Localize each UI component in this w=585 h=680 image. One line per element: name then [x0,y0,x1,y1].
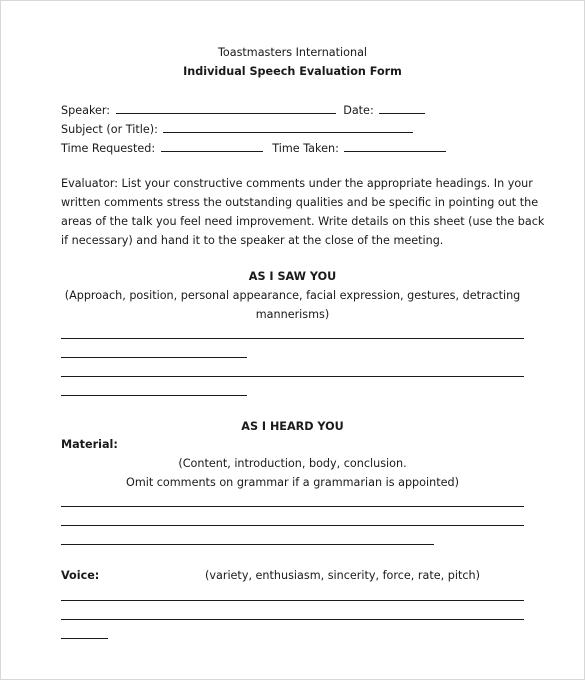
instructions-line-2: written comments stress the outstanding qualities and be specific in pointing out the [61,196,539,209]
date-label: Date: [343,104,374,117]
voice-label: Voice: [61,569,100,582]
time-fields [61,140,446,156]
subject-field [61,121,413,137]
saw-hint-line-2: mannerisms) [255,308,330,321]
saw-answer-line[interactable] [61,357,247,358]
time-requested-label: Time Requested: [61,142,156,155]
subject-blank[interactable] [163,121,413,133]
saw-hint-line-1: (Approach, position, personal appearance, facial expression, gestures, detracting [64,289,521,302]
saw-heading: AS I SAW YOU [248,270,337,283]
voice-hint: (variety, enthusiasm, sincerity, force, rate, pitch) [205,569,480,582]
saw-answer-line[interactable] [61,395,247,396]
saw-answer-line[interactable] [61,338,524,339]
voice-answer-line[interactable] [61,638,108,639]
speaker-label: Speaker: [61,104,111,117]
org-name: Toastmasters International [217,46,368,59]
instructions-line-4: if necessary) and hand it to the speaker at the close of the meeting. [61,234,444,247]
time-requested-blank[interactable] [161,140,263,152]
speaker-field [61,102,425,118]
instructions-line-1: Evaluator: List your constructive comments under the appropriate headings. In your [61,177,533,190]
material-answer-line[interactable] [61,506,524,507]
date-blank[interactable] [379,102,425,114]
voice-answer-line[interactable] [61,619,524,620]
material-answer-line[interactable] [61,525,524,526]
speaker-blank[interactable] [116,102,336,114]
material-answer-line[interactable] [61,544,434,545]
saw-answer-line[interactable] [61,376,524,377]
time-taken-label: Time Taken: [272,142,339,155]
form-title: Individual Speech Evaluation Form [183,65,402,78]
subject-label: Subject (or Title): [61,123,158,136]
material-label: Material: [61,438,118,451]
time-taken-blank[interactable] [344,140,446,152]
instructions-line-3: areas of the talk you feel need improvement. Write details on this sheet (use the back [61,215,545,228]
heard-heading: AS I HEARD YOU [241,420,344,433]
material-hint-line-2: Omit comments on grammar if a grammarian is appointed) [126,476,459,489]
voice-answer-line[interactable] [61,600,524,601]
material-hint-line-1: (Content, introduction, body, conclusion. [178,457,407,470]
